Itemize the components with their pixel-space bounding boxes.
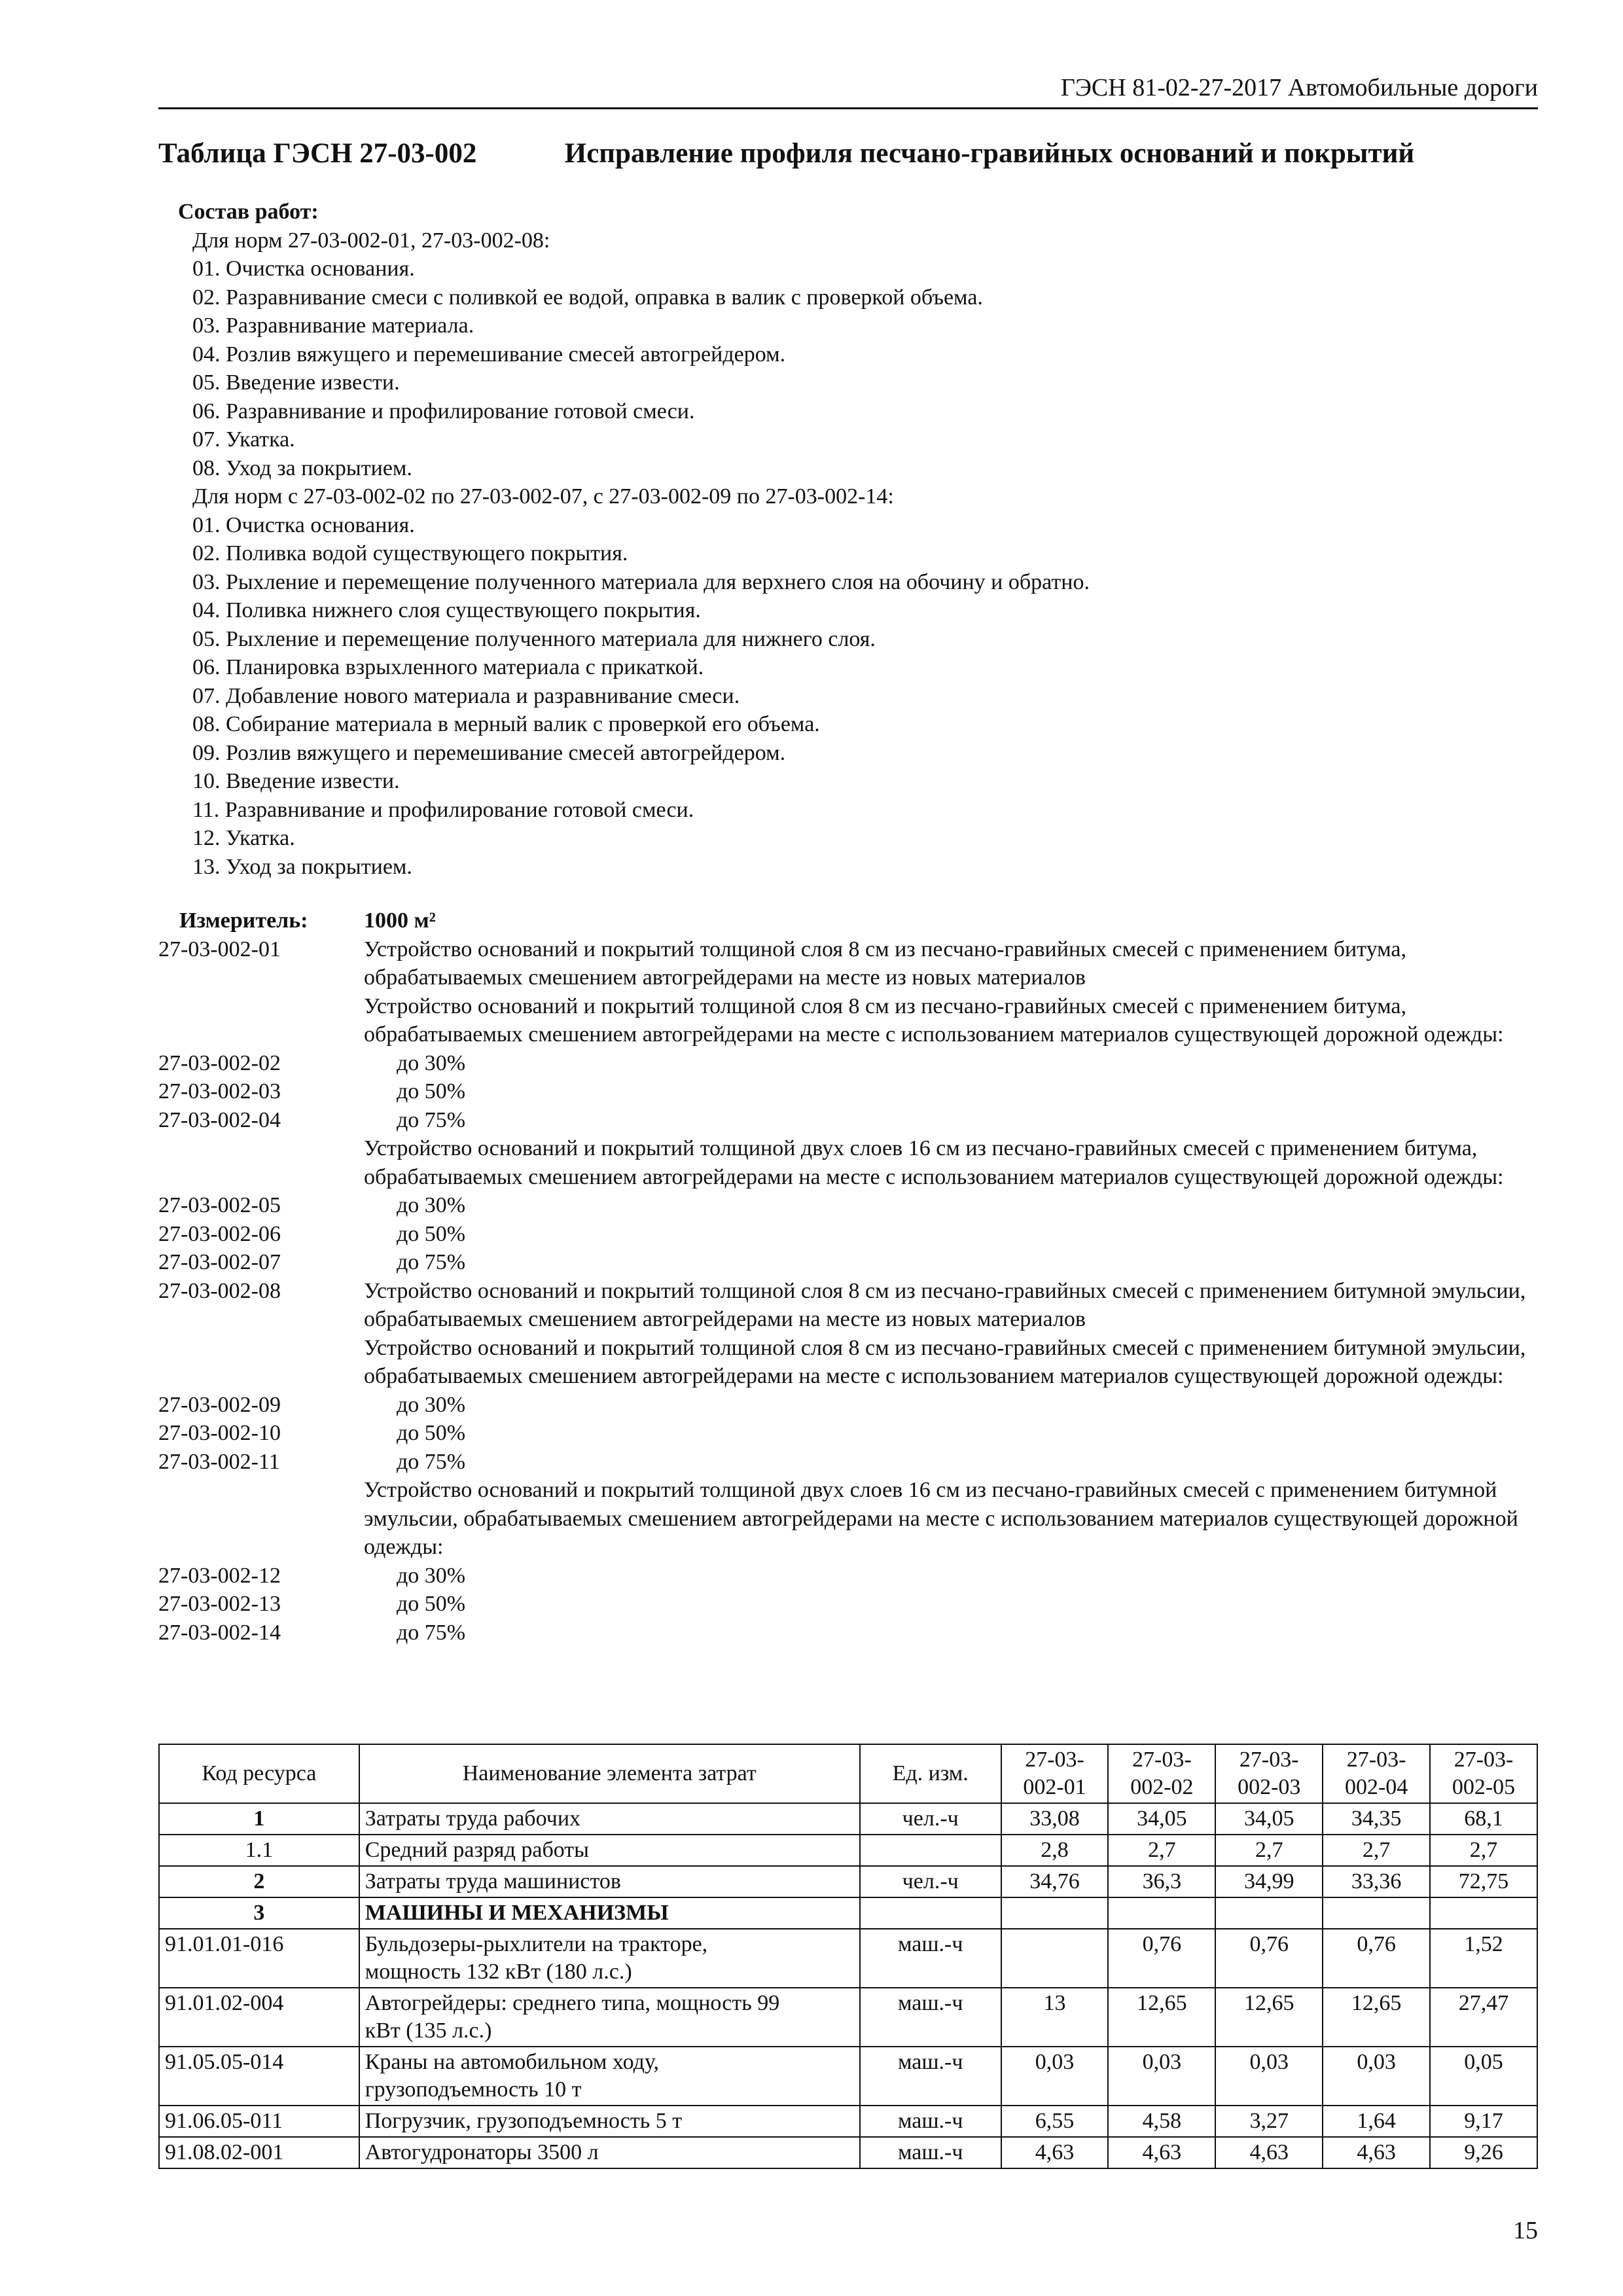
resource-value: 4,63 xyxy=(1001,2137,1109,2168)
resource-value: 34,05 xyxy=(1215,1803,1323,1835)
work-item: 02. Разравнивание смеси с поливкой ее водой, оправка в валик с проверкой объема. xyxy=(192,285,983,310)
resource-value: 34,05 xyxy=(1108,1803,1215,1835)
resource-value xyxy=(1001,1929,1109,1988)
resource-unit: маш.-ч xyxy=(860,2137,1001,2168)
norm-row xyxy=(158,935,1538,992)
norm-description: до 30% xyxy=(397,1193,466,1217)
resource-value: 12,65 xyxy=(1108,1988,1215,2047)
resource-table-body xyxy=(159,1803,1537,2168)
resource-value: 68,1 xyxy=(1430,1803,1537,1835)
norm-row xyxy=(158,1191,1538,1220)
meter-value: 1000 м² xyxy=(364,908,436,933)
work-item: 13. Уход за покрытием. xyxy=(192,854,412,879)
table-row xyxy=(159,1988,1537,2047)
resource-name-line: грузоподъемность 10 т xyxy=(365,2077,582,2102)
resource-unit: маш.-ч xyxy=(860,2106,1001,2137)
resource-name-line: Автогудронаторы 3500 л xyxy=(365,2140,599,2164)
norm-row xyxy=(158,1590,1538,1619)
header-norm-line: 27-03- xyxy=(1454,1748,1514,1772)
norm-description: до 30% xyxy=(397,1563,466,1588)
resource-value: 1,64 xyxy=(1323,2106,1430,2137)
norm-code: 27-03-002-06 xyxy=(158,1221,281,1246)
norm-row xyxy=(158,1049,1538,1078)
norm-description: до 50% xyxy=(397,1079,466,1103)
resource-unit: чел.-ч xyxy=(860,1866,1001,1897)
work-item: 03. Рыхление и перемещение полученного материала для верхнего слоя на обочину и обратно. xyxy=(192,569,1090,594)
resource-name xyxy=(359,1803,860,1835)
norm-row xyxy=(158,1619,1538,1647)
resource-name-line: кВт (135 л.с.) xyxy=(365,2018,492,2043)
work-composition-heading: Состав работ: xyxy=(178,200,319,224)
norm-code xyxy=(158,992,364,1049)
resource-value: 2,7 xyxy=(1323,1835,1430,1866)
work-composition xyxy=(178,198,1090,881)
resource-value: 2,7 xyxy=(1215,1835,1323,1866)
norm-description: до 75% xyxy=(397,1449,466,1474)
work-item: 09. Розлив вяжущего и перемешивание смесей автогрейдером. xyxy=(192,740,786,765)
table-row xyxy=(159,1897,1537,1929)
table-title xyxy=(158,137,1414,170)
resource-value: 9,17 xyxy=(1430,2106,1537,2137)
resource-value xyxy=(1108,1897,1215,1929)
resource-code: 91.01.02-004 xyxy=(159,1988,359,2047)
resource-value xyxy=(1001,1897,1109,1929)
table-title-name: Исправление профиля песчано-гравийных оснований и покрытий xyxy=(564,138,1415,169)
resource-code: 91.05.05-014 xyxy=(159,2047,359,2106)
header-code: Код ресурса xyxy=(159,1744,359,1803)
resource-value: 0,03 xyxy=(1001,2047,1109,2106)
resource-value: 72,75 xyxy=(1430,1866,1537,1897)
resource-code: 1.1 xyxy=(159,1835,359,1866)
norm-row xyxy=(158,1248,1538,1277)
resource-name xyxy=(359,2106,860,2137)
resource-name-line: Затраты труда машинистов xyxy=(365,1869,621,1893)
work-item: 06. Разравнивание и профилирование готовой смеси. xyxy=(192,399,695,423)
norm-code xyxy=(158,1134,364,1191)
resource-name xyxy=(359,1897,860,1929)
norm-description: Устройство оснований и покрытий толщиной слоя 8 см из песчано-гравийных смесей с применением битума, обрабатываемых смешением автогрейдерами на месте из новых материалов xyxy=(364,937,1407,990)
resource-value: 34,35 xyxy=(1323,1803,1430,1835)
norm-code: 27-03-002-04 xyxy=(158,1107,281,1132)
norm-row xyxy=(158,1448,1538,1477)
header-rule xyxy=(158,107,1538,109)
resource-value xyxy=(1215,1897,1323,1929)
norm-description: Устройство оснований и покрытий толщиной двух слоев 16 см из песчано-гравийных смесей с применением битума, обрабатываемых смешением автогрейдерами на месте с использованием материалов существующей дорожной одежды: xyxy=(364,1136,1504,1189)
resource-name xyxy=(359,1835,860,1866)
work-group-1-label: Для норм 27-03-002-01, 27-03-002-08: xyxy=(192,228,550,253)
resource-value xyxy=(1323,1897,1430,1929)
resource-value: 0,76 xyxy=(1323,1929,1430,1988)
meter-row xyxy=(158,906,1538,935)
resource-value: 6,55 xyxy=(1001,2106,1109,2137)
resource-name-line: МАШИНЫ И МЕХАНИЗМЫ xyxy=(365,1901,669,1925)
table-row xyxy=(159,1803,1537,1835)
norm-description: до 30% xyxy=(397,1050,466,1075)
header-norm-5 xyxy=(1430,1744,1537,1803)
norm-code: 27-03-002-07 xyxy=(158,1250,281,1274)
table-row xyxy=(159,1929,1537,1988)
resource-name-line: Краны на автомобильном ходу, xyxy=(365,2050,660,2074)
work-item: 05. Рыхление и перемещение полученного материала для нижнего слоя. xyxy=(192,626,876,651)
norm-description: Устройство оснований и покрытий толщиной слоя 8 см из песчано-гравийных смесей с применением битумной эмульсии, обрабатываемых смешением автогрейдерами на месте из новых материалов xyxy=(364,1278,1526,1331)
resource-name xyxy=(359,2137,860,2168)
header-norm-line: 27-03- xyxy=(1239,1748,1299,1772)
resource-value: 0,03 xyxy=(1323,2047,1430,2106)
norm-rows xyxy=(158,935,1538,1647)
work-item: 11. Разравнивание и профилирование готовой смеси. xyxy=(192,797,694,822)
resource-code: 91.01.01-016 xyxy=(159,1929,359,1988)
resource-value: 0,05 xyxy=(1430,2047,1537,2106)
resource-unit: чел.-ч xyxy=(860,1803,1001,1835)
resource-value: 0,76 xyxy=(1215,1929,1323,1988)
norm-row xyxy=(158,1077,1538,1106)
resource-value: 4,63 xyxy=(1323,2137,1430,2168)
work-item: 10. Введение извести. xyxy=(192,769,400,793)
table-row xyxy=(159,1835,1537,1866)
resource-unit: маш.-ч xyxy=(860,1929,1001,1988)
work-item: 06. Планировка взрыхленного материала с прикаткой. xyxy=(192,655,704,679)
resource-value: 0,03 xyxy=(1215,2047,1323,2106)
norm-code: 27-03-002-13 xyxy=(158,1592,281,1616)
resource-table-header xyxy=(159,1744,1537,1803)
work-item: 08. Собирание материала в мерный валик с проверкой его объема. xyxy=(192,712,820,736)
work-item: 07. Добавление нового материала и разравнивание смеси. xyxy=(192,683,740,708)
norm-description: Устройство оснований и покрытий толщиной двух слоев 16 см из песчано-гравийных смесей с применением битумной эмульсии, обрабатываемых смешением автогрейдерами на месте с использованием материалов существующей дорожной одежды: xyxy=(364,1478,1518,1559)
table-row xyxy=(159,2137,1537,2168)
work-item: 01. Очистка основания. xyxy=(192,257,415,281)
resource-value: 4,63 xyxy=(1215,2137,1323,2168)
norm-code xyxy=(158,1334,364,1391)
resource-value: 13 xyxy=(1001,1988,1109,2047)
norm-description: до 50% xyxy=(397,1592,466,1616)
running-header: ГЭСН 81-02-27-2017 Автомобильные дороги xyxy=(1060,74,1538,101)
resource-name-line: мощность 132 кВт (180 л.с.) xyxy=(365,1960,632,1984)
resource-name xyxy=(359,1988,860,2047)
resource-value: 2,7 xyxy=(1108,1835,1215,1866)
header-norm-line: 002-02 xyxy=(1130,1775,1194,1799)
norm-row xyxy=(158,1220,1538,1249)
work-item: 01. Очистка основания. xyxy=(192,512,415,537)
header-name: Наименование элемента затрат xyxy=(359,1744,860,1803)
resource-value: 12,65 xyxy=(1323,1988,1430,2047)
resource-code: 2 xyxy=(159,1866,359,1897)
resource-value: 9,26 xyxy=(1430,2137,1537,2168)
norm-row xyxy=(158,1277,1538,1334)
table-row xyxy=(159,1866,1537,1897)
resource-table xyxy=(158,1744,1538,2169)
norm-code: 27-03-002-11 xyxy=(158,1449,280,1474)
resource-value: 3,27 xyxy=(1215,2106,1323,2137)
resource-value: 4,63 xyxy=(1108,2137,1215,2168)
resource-name-line: Автогрейдеры: среднего типа, мощность 99 xyxy=(365,1991,780,2015)
resource-code: 91.06.05-011 xyxy=(159,2106,359,2137)
table-title-code: Таблица ГЭСН 27-03-002 xyxy=(158,138,477,169)
norm-row xyxy=(158,992,1538,1049)
resource-code: 1 xyxy=(159,1803,359,1835)
resource-value: 36,3 xyxy=(1108,1866,1215,1897)
resource-value: 27,47 xyxy=(1430,1988,1537,2047)
norm-code: 27-03-002-01 xyxy=(158,937,281,961)
norm-description: до 50% xyxy=(397,1421,466,1445)
page-number: 15 xyxy=(1513,2217,1538,2244)
work-group-2-label: Для норм с 27-03-002-02 по 27-03-002-07, с 27-03-002-09 по 27-03-002-14: xyxy=(192,484,894,509)
resource-name-line: Бульдозеры-рыхлители на тракторе, xyxy=(365,1932,708,1956)
header-norm-line: 002-01 xyxy=(1023,1775,1086,1799)
resource-name xyxy=(359,1929,860,1988)
header-norm-line: 002-04 xyxy=(1344,1775,1408,1799)
resource-value: 34,99 xyxy=(1215,1866,1323,1897)
header-norm-line: 27-03- xyxy=(1025,1748,1084,1772)
norm-row xyxy=(158,1334,1538,1391)
work-group-1-list xyxy=(178,255,1090,482)
header-norm-1 xyxy=(1001,1744,1109,1803)
work-item: 02. Поливка водой существующего покрытия. xyxy=(192,541,628,565)
resource-name-line: Средний разряд работы xyxy=(365,1838,590,1862)
norm-code xyxy=(158,1476,364,1562)
work-item: 04. Розлив вяжущего и перемешивание смесей автогрейдером. xyxy=(192,342,786,367)
resource-value xyxy=(1430,1897,1537,1929)
resource-code: 3 xyxy=(159,1897,359,1929)
norm-row xyxy=(158,1106,1538,1135)
resource-value: 2,7 xyxy=(1430,1835,1537,1866)
norm-description: до 30% xyxy=(397,1392,466,1417)
resource-unit: маш.-ч xyxy=(860,1988,1001,2047)
norm-description: до 75% xyxy=(397,1107,466,1132)
norms-list xyxy=(158,906,1538,1647)
meter-label: Измеритель: xyxy=(179,908,308,933)
resource-name-line: Затраты труда рабочих xyxy=(365,1806,581,1831)
resource-unit xyxy=(860,1897,1001,1929)
norm-code: 27-03-002-02 xyxy=(158,1050,281,1075)
header-norm-3 xyxy=(1215,1744,1323,1803)
table-row xyxy=(159,2106,1537,2137)
resource-value: 4,58 xyxy=(1108,2106,1215,2137)
header-unit: Ед. изм. xyxy=(860,1744,1001,1803)
resource-name xyxy=(359,1866,860,1897)
norm-description: Устройство оснований и покрытий толщиной слоя 8 см из песчано-гравийных смесей с применением битума, обрабатываемых смешением автогрейдерами на месте с использованием материалов существующей дорожной одежды: xyxy=(364,994,1504,1047)
resource-name xyxy=(359,2047,860,2106)
norm-row xyxy=(158,1419,1538,1448)
work-item: 03. Разравнивание материала. xyxy=(192,314,474,338)
header-norm-4 xyxy=(1323,1744,1430,1803)
norm-row xyxy=(158,1476,1538,1562)
norm-row xyxy=(158,1562,1538,1590)
norm-code: 27-03-002-03 xyxy=(158,1079,281,1103)
resource-value: 0,76 xyxy=(1108,1929,1215,1988)
norm-row xyxy=(158,1134,1538,1191)
norm-code: 27-03-002-12 xyxy=(158,1563,281,1588)
header-norm-2 xyxy=(1108,1744,1215,1803)
header-norm-line: 27-03- xyxy=(1132,1748,1192,1772)
work-item: 07. Укатка. xyxy=(192,427,295,452)
work-item: 04. Поливка нижнего слоя существующего покрытия. xyxy=(192,598,701,622)
resource-value: 0,03 xyxy=(1108,2047,1215,2106)
norm-description: до 75% xyxy=(397,1250,466,1274)
resource-value: 2,8 xyxy=(1001,1835,1109,1866)
norm-description: Устройство оснований и покрытий толщиной слоя 8 см из песчано-гравийных смесей с применением битумной эмульсии, обрабатываемых смешением автогрейдерами на месте с использованием материалов существующей дорожной одежды: xyxy=(364,1335,1526,1388)
work-group-2-list xyxy=(178,511,1090,882)
work-item: 08. Уход за покрытием. xyxy=(192,456,412,480)
resource-value: 33,08 xyxy=(1001,1803,1109,1835)
resource-name-line: Погрузчик, грузоподъемность 5 т xyxy=(365,2109,683,2133)
norm-code: 27-03-002-14 xyxy=(158,1620,281,1645)
resource-unit xyxy=(860,1835,1001,1866)
resource-unit: маш.-ч xyxy=(860,2047,1001,2106)
norm-code: 27-03-002-08 xyxy=(158,1278,281,1303)
norm-row xyxy=(158,1391,1538,1420)
header-norm-line: 002-03 xyxy=(1238,1775,1301,1799)
resource-value: 34,76 xyxy=(1001,1866,1109,1897)
work-item: 12. Укатка. xyxy=(192,826,295,850)
resource-code: 91.08.02-001 xyxy=(159,2137,359,2168)
norm-code: 27-03-002-09 xyxy=(158,1392,281,1417)
resource-value: 33,36 xyxy=(1323,1866,1430,1897)
norm-code: 27-03-002-05 xyxy=(158,1193,281,1217)
norm-description: до 50% xyxy=(397,1221,466,1246)
header-norm-line: 002-05 xyxy=(1452,1775,1516,1799)
header-norm-line: 27-03- xyxy=(1346,1748,1406,1772)
work-item: 05. Введение извести. xyxy=(192,370,400,395)
table-row xyxy=(159,2047,1537,2106)
resource-value: 12,65 xyxy=(1215,1988,1323,2047)
norm-code: 27-03-002-10 xyxy=(158,1421,281,1445)
resource-value: 1,52 xyxy=(1430,1929,1537,1988)
norm-description: до 75% xyxy=(397,1620,466,1645)
